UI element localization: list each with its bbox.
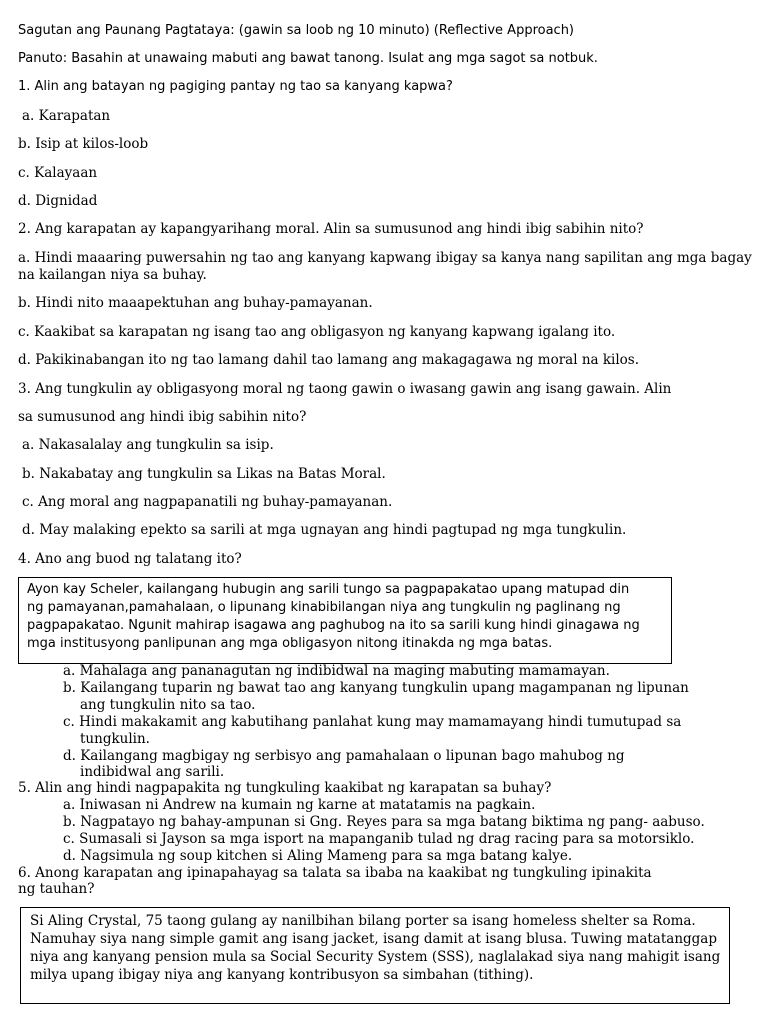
q4-passage-box <box>18 577 672 664</box>
q4-passage-line: mga institusyong panlipunan ang mga obligasyon nitong itinakda ng mga batas. <box>27 636 553 651</box>
q1-option-a: a. Karapatan <box>22 108 111 124</box>
q4-option-a: a. Mahalaga ang pananagutan ng indibidwal na maging mabuting mamamayan. <box>63 663 610 679</box>
assessment-header: Sagutan ang Paunang Pagtataya: (gawin sa loob ng 10 minuto) (Reflective Approach) <box>18 23 575 38</box>
q6-passage-line: niya ang kanyang pension mula sa Social Security System (SSS), naglalakad siya nang mahigit isang <box>30 949 721 965</box>
q5-option-a: a. Iniwasan ni Andrew na kumain ng karne at matatamis na pagkain. <box>63 797 536 813</box>
q2-option-a-line2: na kailangan niya sa buhay. <box>18 267 207 283</box>
q2-option-d: d. Pakikinabangan ito ng tao lamang dahil tao lamang ang makagagawa ng moral na kilos. <box>18 352 640 368</box>
question-6-line1: 6. Anong karapatan ang ipinapahayag sa talata sa ibaba na kaakibat ng tungkuling ipinakita <box>18 865 652 881</box>
q5-option-d: d. Nagsimula ng soup kitchen si Aling Mameng para sa mga batang kalye. <box>63 848 573 864</box>
q1-option-c: c. Kalayaan <box>18 165 98 181</box>
q3-option-d: d. May malaking epekto sa sarili at mga ugnayan ang hindi pagtupad ng mga tungkulin. <box>22 522 627 538</box>
q4-passage-line: Ayon kay Scheler, kailangang hubugin ang sarili tungo sa pagpapakatao upang matupad din <box>27 582 630 597</box>
q4-option-b-line1: b. Kailangang tuparin ng bawat tao ang kanyang tungkulin upang magampanan ng lipunan <box>63 680 689 696</box>
q4-option-b-line2: ang tungkulin nito sa tao. <box>80 697 256 713</box>
q6-passage-line: Si Aling Crystal, 75 taong gulang ay nanilbihan bilang porter sa isang homeless shelter sa Roma. <box>30 913 696 929</box>
q4-option-d-line1: d. Kailangang magbigay ng serbisyo ang pamahalaan o lipunan bago mahubog ng <box>63 748 625 764</box>
q3-option-b: b. Nakabatay ang tungkulin sa Likas na Batas Moral. <box>22 466 386 482</box>
question-1: 1. Alin ang batayan ng pagiging pantay ng tao sa kanyang kapwa? <box>18 79 453 94</box>
q6-passage-line: milya upang ibigay niya ang kanyang kontribusyon sa simbahan (tithing). <box>30 967 534 983</box>
q4-option-c-line2: tungkulin. <box>80 731 150 747</box>
q4-passage-line: ng pamayanan,pamahalaan, o lipunang kinabibilangan niya ang tungkulin ng paglinang ng <box>27 600 621 615</box>
question-2: 2. Ang karapatan ay kapangyarihang moral. Alin sa sumusunod ang hindi ibig sabihin nito? <box>18 221 644 237</box>
question-5: 5. Alin ang hindi nagpapakita ng tungkuling kaakibat ng karapatan sa buhay? <box>18 780 552 796</box>
q4-option-d-line2: indibidwal ang sarili. <box>80 764 225 780</box>
q4-passage-line: pagpapakatao. Ngunit mahirap isagawa ang paghubog na ito sa sarili kung hindi ginagawa ng <box>27 618 640 633</box>
q1-option-b: b. Isip at kilos-loob <box>18 136 149 152</box>
question-6-line2: ng tauhan? <box>18 881 95 897</box>
q1-option-d: d. Dignidad <box>18 193 98 209</box>
q5-option-c: c. Sumasali si Jayson sa mga isport na mapanganib tulad ng drag racing para sa motorsiklo. <box>63 831 695 847</box>
q2-option-a-line1: a. Hindi maaaring puwersahin ng tao ang kanyang kapwang ibigay sa kanya nang sapilitan ang mga bagay <box>18 250 752 266</box>
q3-option-a: a. Nakasalalay ang tungkulin sa isip. <box>22 437 274 453</box>
q5-option-b: b. Nagpatayo ng bahay-ampunan si Gng. Reyes para sa mga batang biktima ng pang- aabuso. <box>63 814 705 830</box>
question-3-line1: 3. Ang tungkulin ay obligasyong moral ng taong gawin o iwasang gawin ang isang gawain. Alin <box>18 381 672 397</box>
question-3-line2: sa sumusunod ang hindi ibig sabihin nito? <box>18 409 307 425</box>
q6-passage-box <box>20 907 730 1004</box>
q3-option-c: c. Ang moral ang nagpapanatili ng buhay-pamayanan. <box>22 494 393 510</box>
question-4: 4. Ano ang buod ng talatang ito? <box>18 551 242 567</box>
q2-option-c: c. Kaakibat sa karapatan ng isang tao ang obligasyon ng kanyang kapwang igalang ito. <box>18 324 616 340</box>
q6-passage-line: Namuhay siya nang simple gamit ang isang jacket, isang damit at isang blusa. Tuwing matatanggap <box>30 931 717 947</box>
q2-option-b: b. Hindi nito maaapektuhan ang buhay-pamayanan. <box>18 295 373 311</box>
instructions: Panuto: Basahin at unawaing mabuti ang bawat tanong. Isulat ang mga sagot sa notbuk. <box>18 51 598 66</box>
q4-option-c-line1: c. Hindi makakamit ang kabutihang panlahat kung may mamamayang hindi tumutupad sa <box>63 714 682 730</box>
